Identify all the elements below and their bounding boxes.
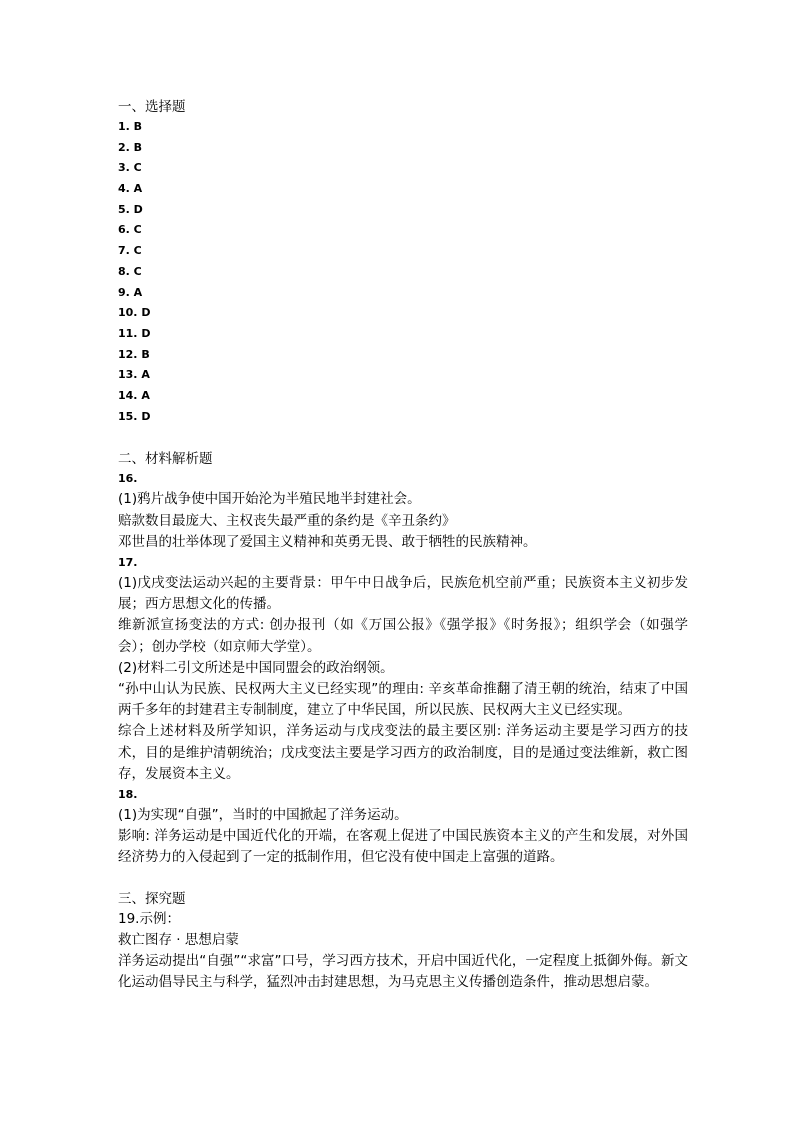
section-spacer [118, 869, 688, 889]
question-number-16: 16. [118, 472, 138, 486]
answer-item: 1. B [118, 120, 143, 133]
answer-line: 邓世昌的壮举体现了爱国主义精神和英勇无畏、敢于牺牲的民族精神。 [118, 533, 537, 550]
section-spacer [118, 427, 688, 449]
answer-item: 14. A [118, 388, 150, 402]
question-number-19: 19.示例： [118, 910, 180, 927]
answer-item: 12. B [118, 347, 150, 361]
answer-line: (1)鸦片战争使中国开始沦为半殖民地半封建社会。 [118, 491, 421, 508]
answer-item: 8. C [118, 264, 142, 278]
answer-paragraph: 洋务运动提出“自强”“求富”口号，学习西方技术，开启中国近代化，一定程度上抵御外侮。新文化运动倡导民主与科学，猛烈冲击封建思想，为马克思主义传播创造条件，推动思想启蒙。 [118, 952, 688, 991]
answer-paragraph: 综合上述材料及所学知识，洋务运动与戊戌变法的最主要区别: 洋务运动主要是学习西方的技术，目的是维护清朝统治；戊戌变法主要是学习西方的政治制度，目的是通过变法维新，救亡图存，发展资本主义。 [118, 723, 688, 782]
answer-item: 4. A [118, 182, 143, 196]
section-title-material: 二、材料解析题 [118, 451, 213, 468]
answer-paragraph: (1)为实现“自强”，当时的中国掀起了洋务运动。 [118, 806, 408, 823]
answer-item: 2. B [118, 140, 143, 154]
answer-item: 6. C [118, 223, 142, 237]
answer-paragraph: “孙中山认为民族、民权两大主义已经实现”的理由: 辛亥革命推翻了清王朝的统治，结束了中国两千多年的封建君主专制制度，建立了中华民国，所以民族、民权两大主义已经实现。 [118, 680, 688, 719]
section-title-inquiry: 三、探究题 [118, 890, 186, 907]
question-number-17: 17. [118, 555, 138, 569]
section-title-choice: 一、选择题 [118, 99, 186, 115]
answer-paragraph: (1)戊戌变法运动兴起的主要背景：甲午中日战争后，民族危机空前严重；民族资本主义初步发展；西方思想文化的传播。 [118, 574, 688, 613]
answer-item: 13. A [118, 368, 150, 382]
example-subtitle: 救亡图存 · 思想启蒙 [118, 931, 239, 948]
answer-item: 11. D [118, 326, 151, 340]
question-number-18: 18. [118, 787, 138, 801]
answer-paragraph: 影响: 洋务运动是中国近代化的开端，在客观上促进了中国民族资本主义的产生和发展，对外国经济势力的入侵起到了一定的抵制作用，但它没有使中国走上富强的道路。 [118, 828, 688, 866]
answer-item: 5. D [118, 202, 143, 216]
choice-answer-list [118, 117, 688, 427]
answer-item: 10. D [118, 306, 151, 320]
answer-item: 3. C [118, 161, 142, 175]
answer-paragraph: 维新派宣扬变法的方式: 创办报刊（如《万国公报》《强学报》《时务报》；组织学会（如强学会）；创办学校（如京师大学堂）。 [118, 617, 688, 655]
document-page [118, 97, 688, 993]
answer-item: 15. D [118, 409, 151, 423]
answer-item: 7. C [118, 244, 142, 258]
answer-item: 9. A [118, 285, 143, 299]
answer-line: 赔款数目最庞大、主权丧失最严重的条约是《辛丑条约》 [118, 512, 456, 529]
answer-paragraph: (2)材料二引文所述是中国同盟会的政治纲领。 [118, 659, 394, 676]
